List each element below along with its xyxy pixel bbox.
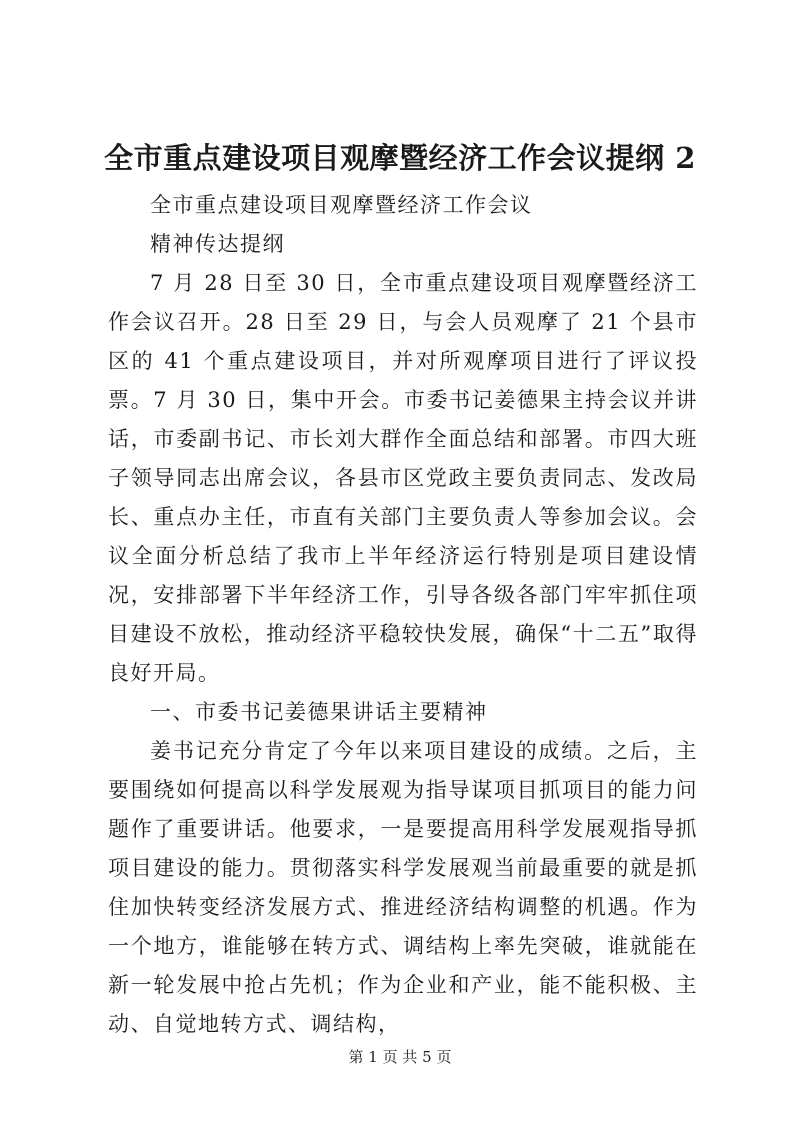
paragraph-meeting-summary: 7 月 28 日至 30 日，全市重点建设项目观摩暨经济工作会议召开。28 日至 29 日，与会人员观摩了 21 个县市区的 41 个重点建设项目，并对所观摩项目进行了评议投票。7 月 30 日，集中开会。市委书记姜德果主持会议并讲话，市委副书记、市长刘大群作全面总结和部署。市四大班子领导同志出席会议，各县市区党政主要负责同志、发改局长、重点办主任，市直有关部门主要负责人等参加会议。会议全面分析总结了我市上半年经济运行特别是项目建设情况，安排部署下半年经济工作，引导各级各部门牢牢抓住项目建设不放松，推动经济平稳较快发展，确保“十二五”取得良好开局。 xyxy=(108,271,698,685)
document-body xyxy=(108,186,698,1044)
paragraph-secretary-speech: 姜书记充分肯定了今年以来项目建设的成绩。之后，主要围绕如何提高以科学发展观为指导谋项目抓项目的能力问题作了重要讲话。他要求，一是要提高用科学发展观指导抓项目建设的能力。贯彻落实科学发展观当前最重要的就是抓住加快转变经济发展方式、推进经济结构调整的机遇。作为一个地方，谁能够在转方式、调结构上率先突破，谁就能在新一轮发展中抢占先机；作为企业和产业，能不能积极、主动、自觉地转方式、调结构， xyxy=(108,739,698,1036)
subtitle-line-2: 精神传达提纲 xyxy=(150,232,285,256)
page-number: 第 1 页 共 5 页 xyxy=(348,1048,452,1066)
section-heading-1: 一、市委书记姜德果讲话主要精神 xyxy=(150,700,488,724)
subtitle-line-1: 全市重点建设项目观摩暨经济工作会议 xyxy=(150,193,533,217)
document-title: 全市重点建设项目观摩暨经济工作会议提纲 2 xyxy=(104,141,696,175)
